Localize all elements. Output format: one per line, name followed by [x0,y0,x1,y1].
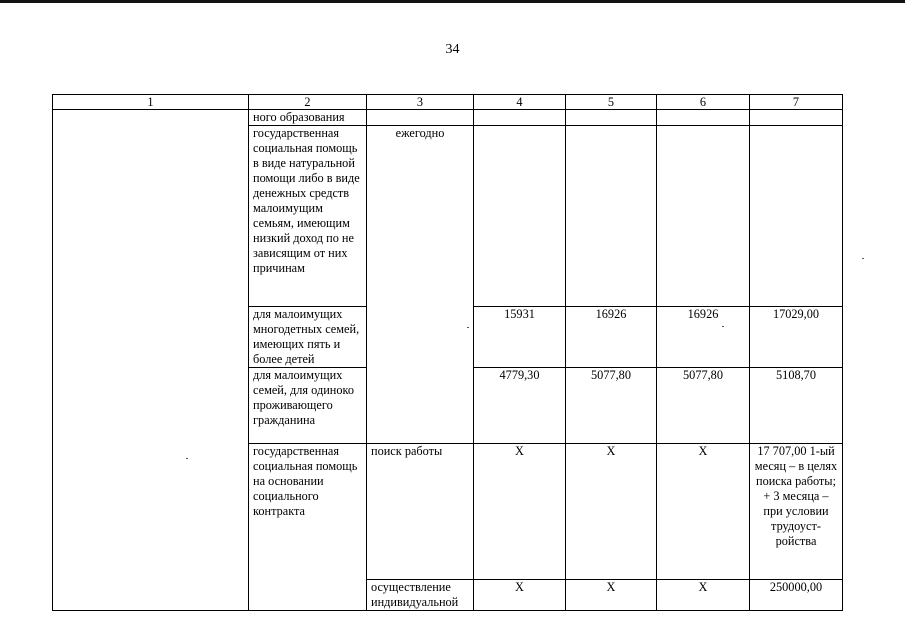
cell-col5: X [566,580,657,611]
cell-col2: государственная социальная помощь в виде натуральной помощи либо в виде денежных средств малоимущим семьям, имеющим низкий доход по не зависящим от них причинам [249,126,367,307]
column-header-4: 4 [474,95,566,110]
page-number: 34 [445,42,460,57]
cell-col4: X [474,580,566,611]
cell-col3 [367,110,474,126]
cell-col7: 250000,00 [750,580,843,611]
cell-col4 [474,110,566,126]
column-header-6: 6 [657,95,750,110]
cell-col7: 5108,70 [750,368,843,444]
scan-speck [186,458,188,459]
cell-col4: 4779,30 [474,368,566,444]
cell-col6: 5077,80 [657,368,750,444]
cell-col3-frequency: ежегодно [367,126,474,444]
cell-col7 [750,110,843,126]
cell-col6 [657,126,750,307]
cell-col5: X [566,444,657,580]
cell-col2: для малоимущих многодетных семей, имеющих пять и более детей [249,307,367,368]
cell-col3: осуществление индивидуальной [367,580,474,611]
cell-col7: 17029,00 [750,307,843,368]
cell-col4: 15931 [474,307,566,368]
data-table [52,94,843,611]
cell-col5 [566,110,657,126]
column-header-5: 5 [566,95,657,110]
cell-col6: X [657,580,750,611]
top-border-rule [0,0,905,3]
column-header-2: 2 [249,95,367,110]
scan-speck [862,258,864,259]
cell-col2: государственная социальная помощь на основании социального контракта [249,444,367,611]
scan-speck [722,326,724,327]
cell-col6: X [657,444,750,580]
cell-col7: 17 707,00 1-ый месяц – в целях поиска работы; + 3 месяца – при условии трудоуст-ройства [750,444,843,580]
scan-speck [467,327,469,328]
cell-col1-empty [53,110,249,611]
cell-col6: 16926 [657,307,750,368]
cell-col7 [750,126,843,307]
cell-col4: X [474,444,566,580]
table-row [53,110,843,126]
column-header-7: 7 [750,95,843,110]
cell-col4 [474,126,566,307]
cell-col5: 16926 [566,307,657,368]
cell-col5 [566,126,657,307]
cell-col5: 5077,80 [566,368,657,444]
cell-col2: ного образования [249,110,367,126]
column-header-1: 1 [53,95,249,110]
column-header-3: 3 [367,95,474,110]
cell-col2: для малоимущих семей, для одиноко проживающего гражданина [249,368,367,444]
cell-col6 [657,110,750,126]
cell-col3: поиск работы [367,444,474,580]
header-row [53,95,843,110]
